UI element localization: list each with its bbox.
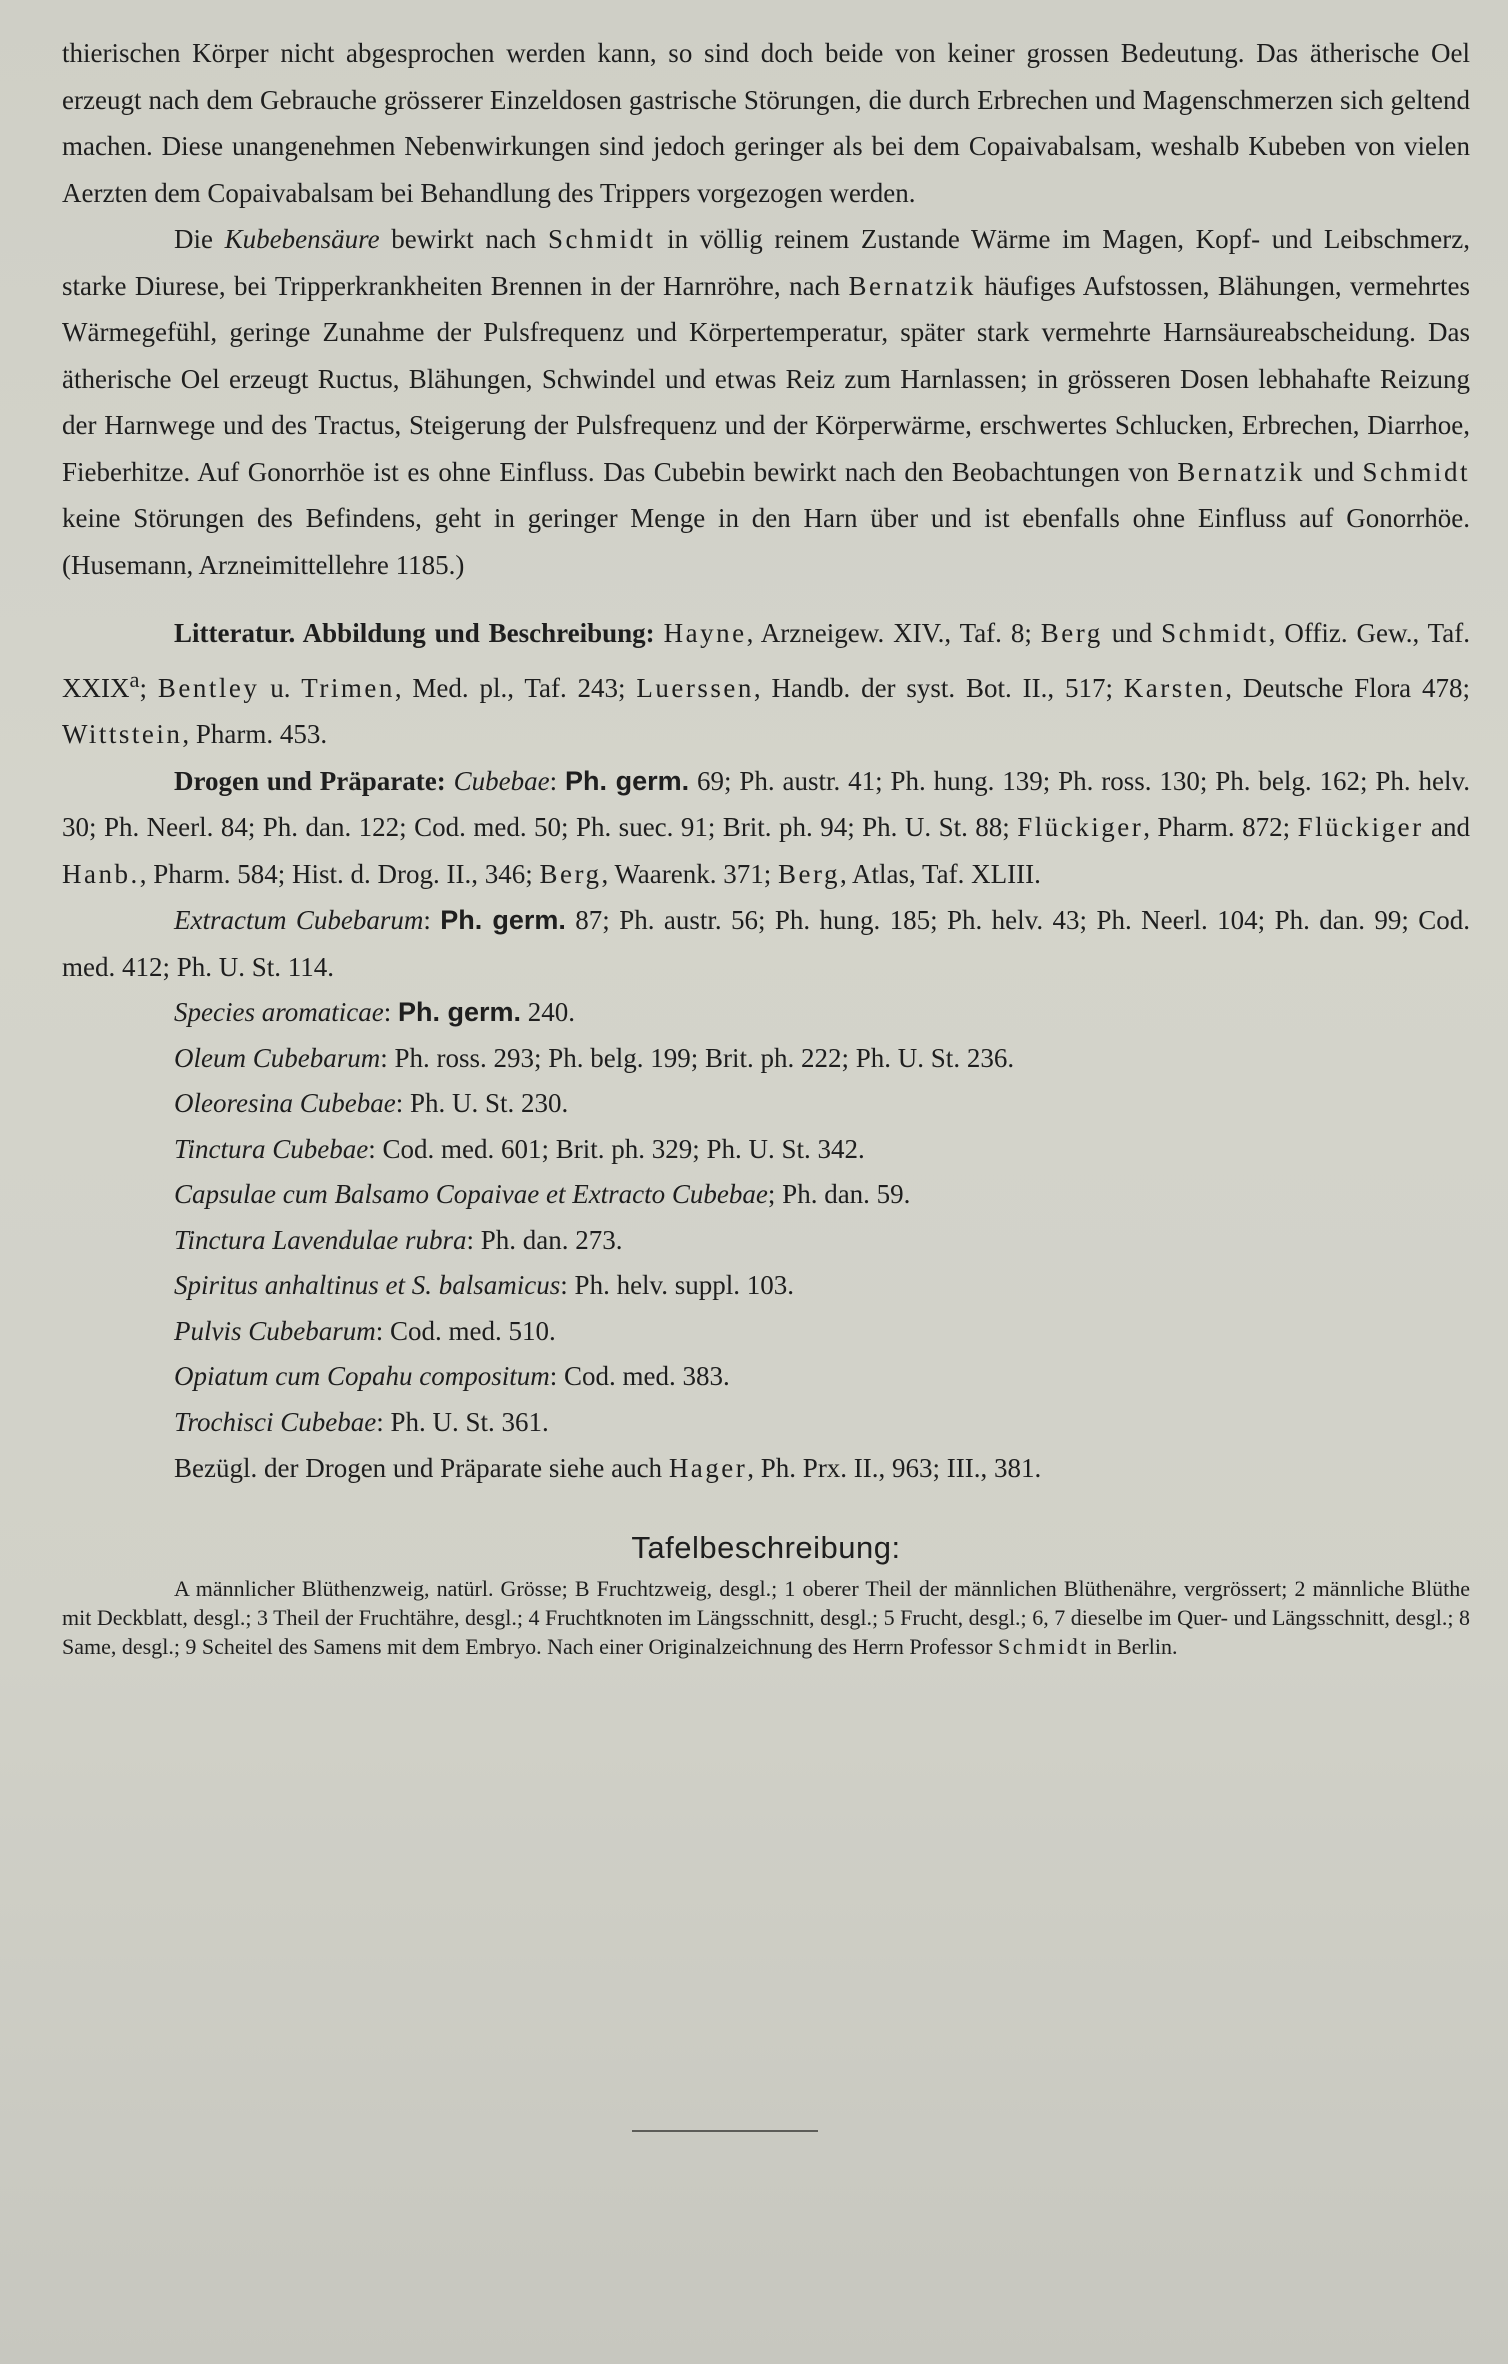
literature-label: Litteratur. Abbildung und Beschreibung: (174, 618, 655, 648)
preparation-name: Capsulae cum Balsamo Copaivae et Extracto Cubebae (174, 1179, 768, 1209)
section-divider (632, 2130, 818, 2132)
preparation-name: Spiritus anhaltinus et S. balsamicus (174, 1270, 561, 1300)
preparation-item: Oleoresina Cubebae: Ph. U. St. 230. (174, 1088, 569, 1118)
author-name: Schmidt (547, 224, 656, 254)
preparation-name: Opiatum cum Copahu compositum (174, 1361, 550, 1391)
preparation-item: Spiritus anhaltinus et S. balsamicus: Ph. helv. suppl. 103. (174, 1270, 795, 1300)
preparation-name: Pulvis Cubebarum (174, 1315, 376, 1346)
paragraph-kubebensaeure: Die Kubebensäure bewirkt nach Schmidt in völlig reinem Zustande Wärme im Magen, Kopf- und Leibschmerz, starke Diurese, bei Tripperkrankheiten Brennen in der Harnröhre, nach Bernatzik häufiges Aufstossen, Blähungen, vermehrtes Wärmegefühl, geringe Zunahme der Pulsfrequenz und Körpertemperatur, später stark vermehrte Harnsäureabscheidung. Das ätherische Oel erzeugt Ructus, Blähungen, Schwindel und etwas Reiz zum Harnlassen; in grösseren Dosen lebhahafte Reizung der Harnwege und des Tractus, Steigerung der Pulsfrequenz und der Körperwärme, erschwertes Schlucken, Erbrechen, Diarrhoe, Fieberhitze. Auf Gonorrhöe ist es ohne Einfluss. Das Cubebin bewirkt nach den Beobachtungen von Bernatzik und Schmidt keine Störungen des Befindens, geht in geringer Menge in den Harn über und ist ebenfalls ohne Einfluss auf Gonorrhöe. (Husemann, Arzneimittellehre 1185.) (62, 224, 1470, 580)
preparation-item: Capsulae cum Balsamo Copaivae et Extracto Cubebae; Ph. dan. 59. (174, 1179, 911, 1209)
preparation-item: Pulvis Cubebarum: Cod. med. 510. (174, 1315, 556, 1346)
author-name: Bernatzik (1177, 456, 1305, 487)
term-kubebensaeure: Kubebensäure (224, 224, 380, 254)
preparation-name: Trochisci Cubebae (174, 1406, 377, 1437)
preparation-name: Tinctura Cubebae (174, 1133, 369, 1164)
preparation-item: Opiatum cum Copahu compositum: Cod. med. 383. (174, 1361, 730, 1391)
plate-description-title: Tafelbeschreibung: (631, 1529, 901, 1565)
preparation-name: Species aromaticae (174, 997, 384, 1027)
drugs-section: Drogen und Präparate: Cubebae: Ph. germ. 69; Ph. austr. 41; Ph. hung. 139; Ph. ross. 130; Ph. belg. 162; Ph. helv. 30; Ph. Neerl. 84; Ph. dan. 122; Cod. med. 50; Ph. suec. 91; Brit. ph. 94; Ph. U. St. 88; Flückiger, Pharm. 872; Flückiger and Hanb., Pharm. 584; Hist. d. Drog. II., 346; Berg, Waarenk. 371; Berg, Atlas, Taf. XLIII. (62, 765, 1470, 889)
preparation-name: Tinctura Lavendulae rubra (174, 1224, 467, 1255)
preparation-name: Oleum Cubebarum (174, 1042, 381, 1073)
preparations-list (174, 990, 1470, 1445)
bezuegl-note: Bezügl. der Drogen und Präparate siehe auch Hager, Ph. Prx. II., 963; III., 381. (174, 1453, 1042, 1483)
drugs-label: Drogen und Präparate: (174, 765, 446, 796)
preparation-item: Species aromaticae: Ph. germ. 240. (174, 997, 575, 1027)
preparation-name: Oleoresina Cubebae (174, 1088, 396, 1118)
author-name: Bernatzik (848, 270, 976, 301)
paragraph-side-effects: thierischen Körper nicht abgesprochen werden kann, so sind doch beide von keiner grossen Bedeutung. Das ätherische Oel erzeugt nach dem Gebrauche grösserer Einzeldosen gastrische Störungen, die durch Erbrechen und Magenschmerzen sich geltend machen. Diese unangenehmen Nebenwirkungen sind jedoch geringer als bei dem Copaivabalsam, weshalb Kubeben von vielen Aerzten dem Copaivabalsam bei Behandlung des Trippers vorgezogen werden. (62, 38, 1470, 208)
author-name: Schmidt (1362, 456, 1470, 487)
preparation-item: Tinctura Lavendulae rubra: Ph. dan. 273. (174, 1224, 623, 1255)
plate-description-text: A männlicher Blüthenzweig, natürl. Grösse; B Fruchtzweig, desgl.; 1 oberer Theil der männlichen Blüthenähre, vergrössert; 2 männliche Blüthe mit Deckblatt, desgl.; 3 Theil der Fruchtähre, desgl.; 4 Fruchtknoten im Längsschnitt, desgl.; 5 Frucht, desgl.; 6, 7 dieselbe im Quer- und Längsschnitt, desgl.; 8 Same, desgl.; 9 Scheitel des Samens mit dem Embryo. Nach einer Originalzeichnung des Herrn Professor Schmidt in Berlin. (62, 1575, 1470, 1659)
extractum-entry: Extractum Cubebarum: Ph. germ. 87; Ph. austr. 56; Ph. hung. 185; Ph. helv. 43; Ph. Neerl. 104; Ph. dan. 99; Cod. med. 412; Ph. U. St. 114. (62, 905, 1470, 982)
preparation-item: Trochisci Cubebae: Ph. U. St. 361. (174, 1406, 549, 1437)
preparation-item: Tinctura Cubebae: Cod. med. 601; Brit. ph. 329; Ph. U. St. 342. (174, 1133, 865, 1164)
preparation-item: Oleum Cubebarum: Ph. ross. 293; Ph. belg. 199; Brit. ph. 222; Ph. U. St. 236. (174, 1042, 1015, 1073)
literature-section: Litteratur. Abbildung und Beschreibung: Hayne, Arzneigew. XIV., Taf. 8; Berg und Schmidt, Offiz. Gew., Taf. XXIX$^a$; Bentley u. Trimen, Med. pl., Taf. 243; Luerssen, Handb. der syst. Bot. II., 517; Karsten, Deutsche Flora 478; Wittstein, Pharm. 453. (62, 618, 1471, 749)
